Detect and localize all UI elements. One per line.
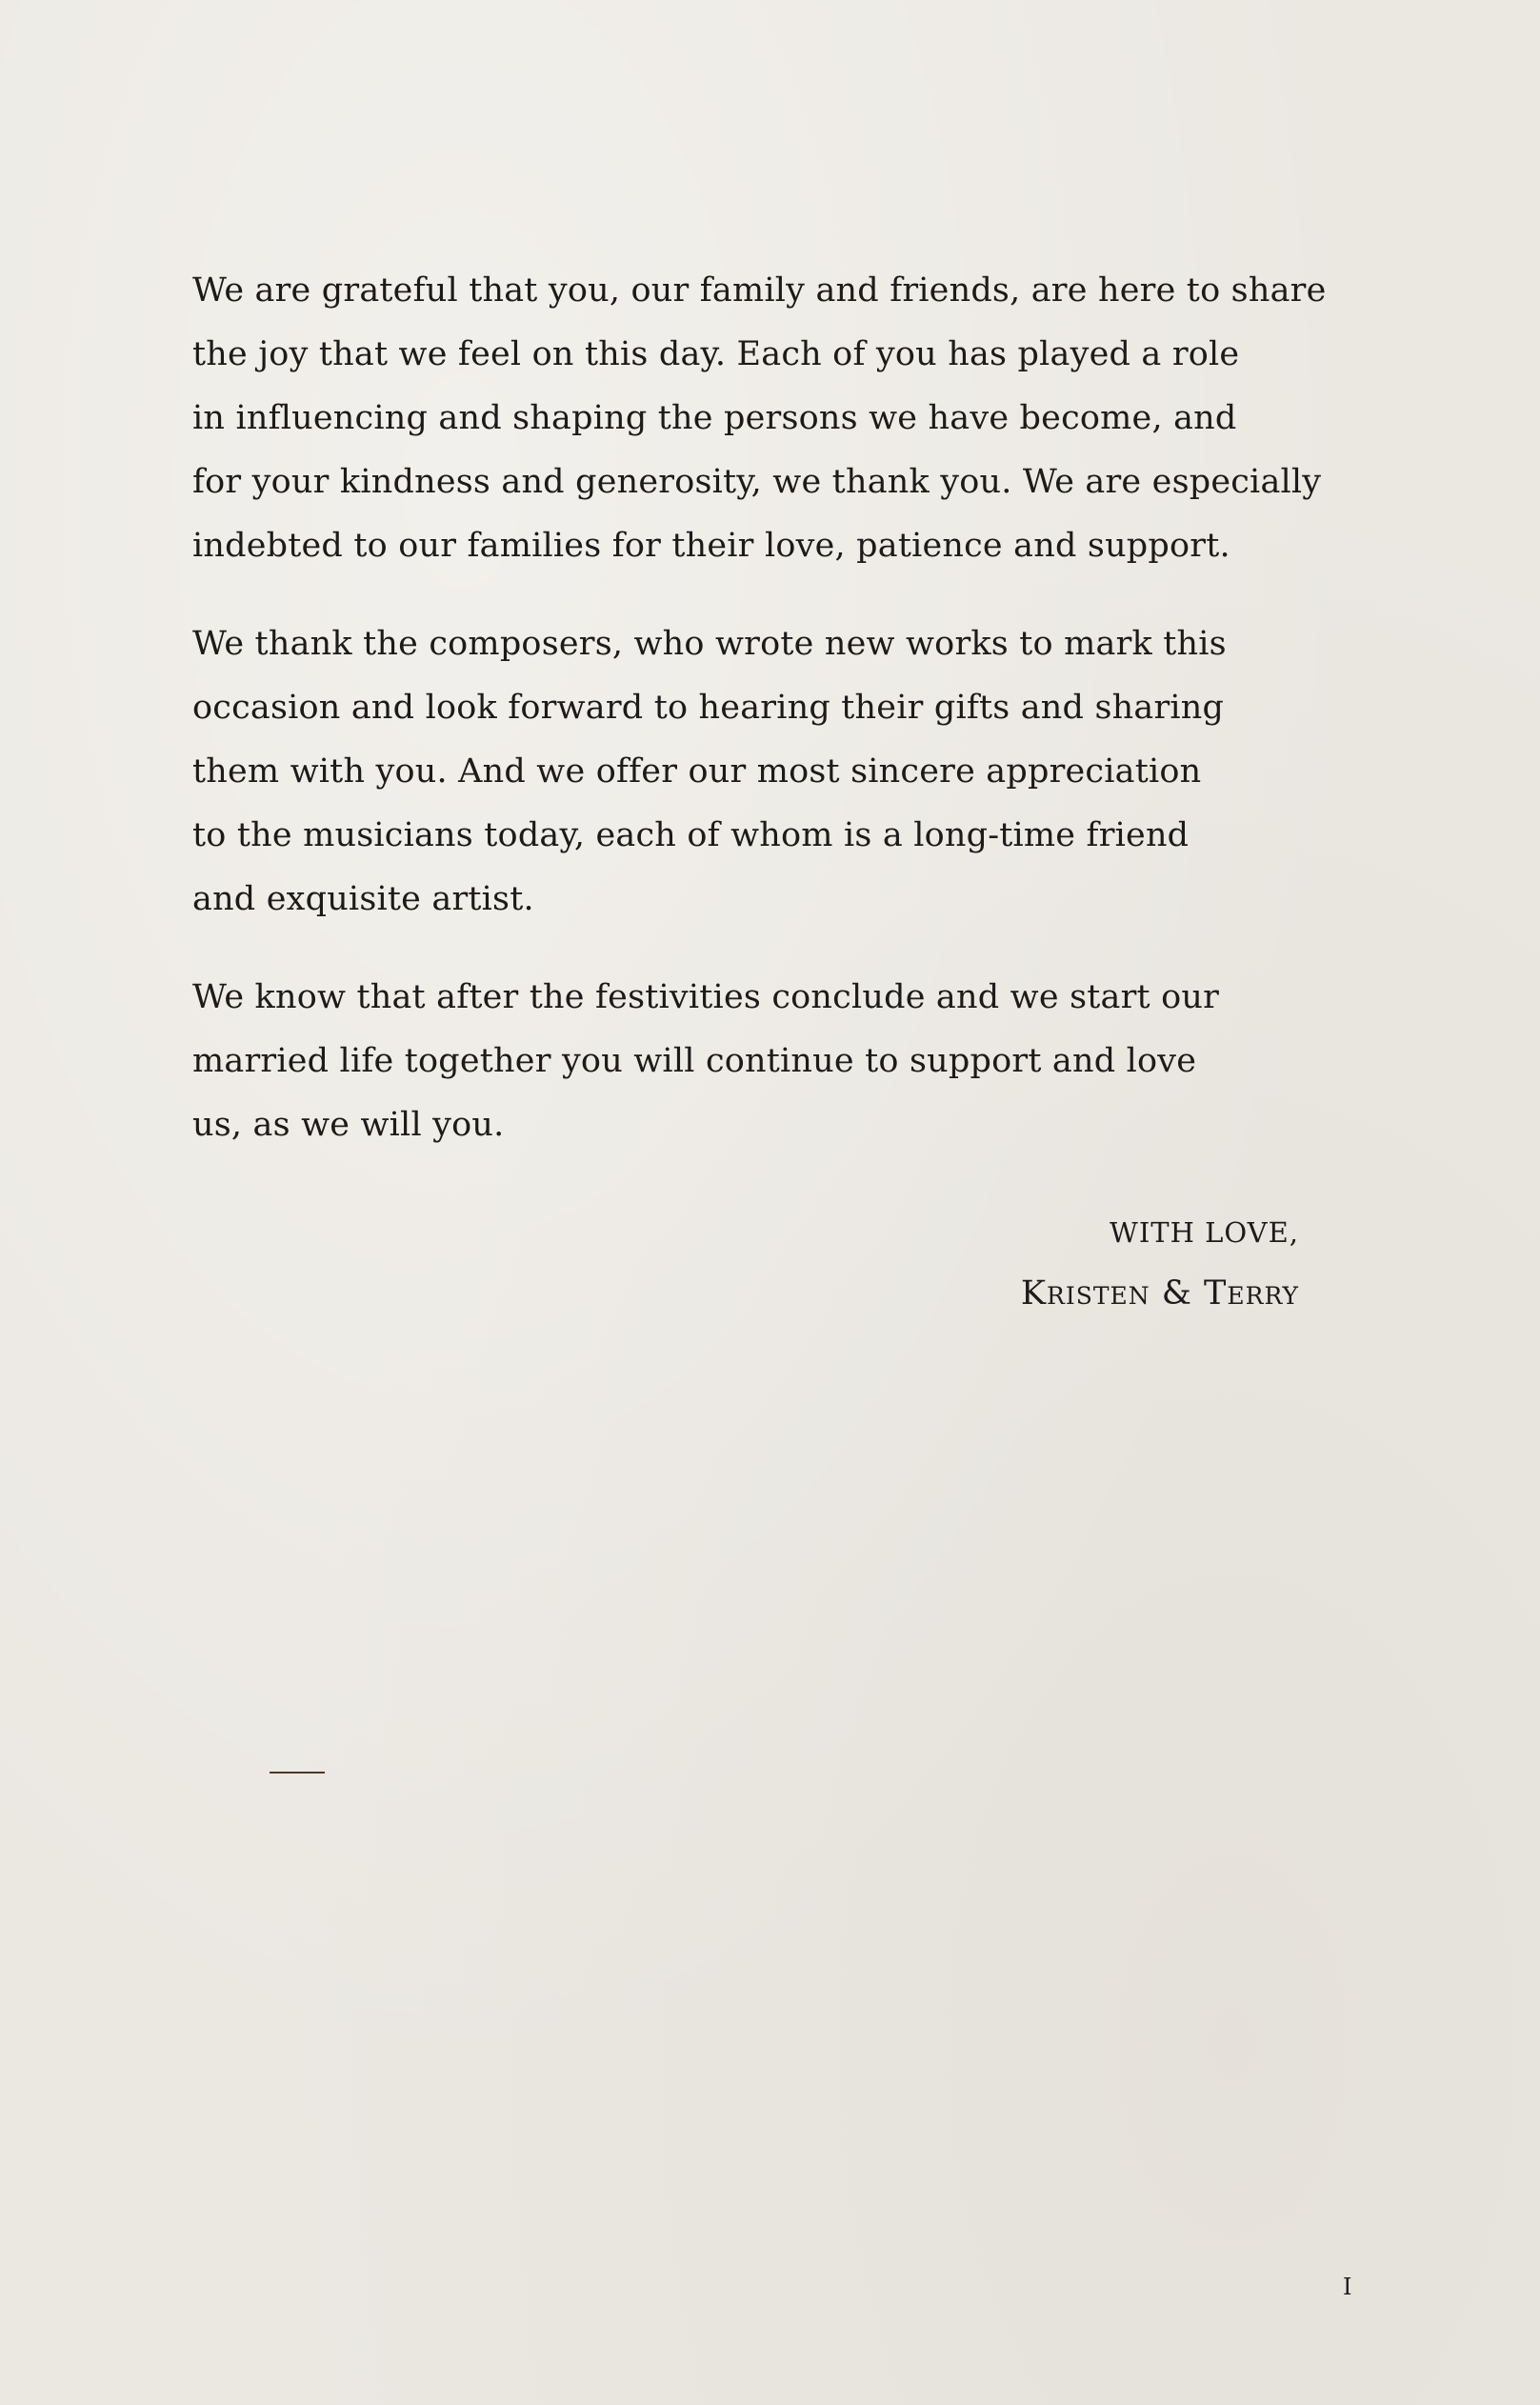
paragraph-composers [192,612,1335,932]
page-number: I [1343,2274,1352,2300]
text-line: to the musicians today, each of whom is a long-time friend [192,816,1190,854]
signoff-greeting: WITH LOVE, [1110,1216,1299,1249]
pen-mark [270,1772,325,1774]
signoff [1021,1202,1299,1324]
text-line: married life together you will continue to support and love [192,1042,1197,1080]
text-line: We thank the composers, who wrote new works to mark this [192,625,1227,663]
text-line: and exquisite artist. [192,880,534,918]
text-line: them with you. And we offer our most sincere appreciation [192,752,1202,791]
text-line: indebted to our families for their love, patience and support. [192,527,1230,565]
signoff-names: Kristen & Terry [1020,1274,1299,1313]
text-line: us, as we will you. [192,1106,505,1144]
text-line: We know that after the festivities conclude and we start our [192,978,1220,1016]
text-line: in influencing and shaping the persons we have become, and [192,399,1237,437]
text-line: the joy that we feel on this day. Each of you has played a role [192,335,1240,373]
text-line: We are grateful that you, our family and friends, are here to share [192,271,1327,310]
text-line: for your kindness and generosity, we thank you. We are especially [192,463,1322,501]
paragraph-gratitude [192,259,1335,578]
paragraph-future [192,966,1335,1157]
letter-body [192,259,1335,1157]
text-line: occasion and look forward to hearing their gifts and sharing [192,689,1225,727]
